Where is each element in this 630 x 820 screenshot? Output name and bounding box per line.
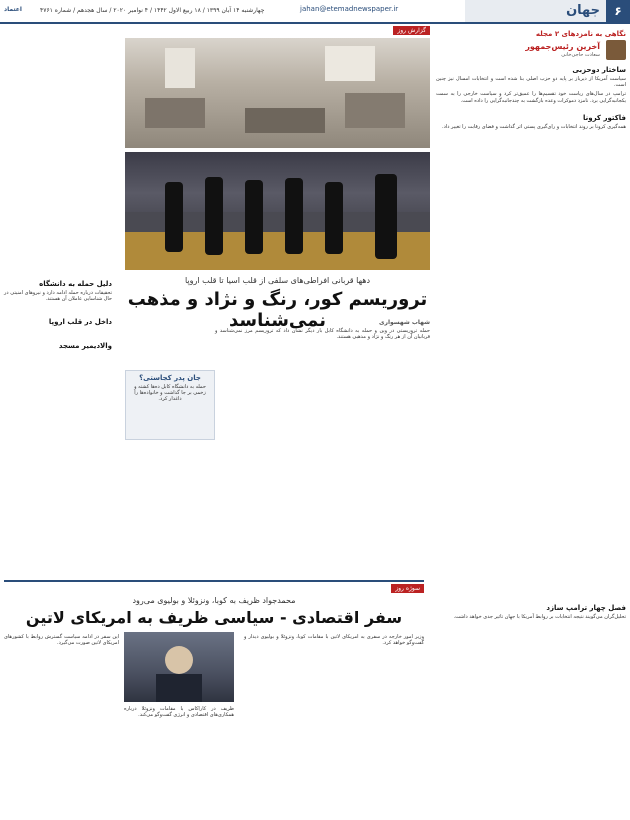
section-email[interactable]: jahan@etemadnewspaper.ir <box>300 5 399 13</box>
page-header <box>0 0 630 24</box>
feature-body: حمله تروریستی در وین و حمله به دانشگاه کابل بار دیگر نشان داد که تروریسم مرز نمی‌شناسد و قربانیان آن از هر رنگ و نژاد و مذهبی هستند. <box>215 328 430 341</box>
right-column <box>436 28 626 808</box>
portrait-photo <box>124 632 234 702</box>
right-kicker: نگاهی به نامزدهای ۲ مجله <box>535 30 626 38</box>
right-byline: سعادت حاجی‌خانی <box>561 52 600 58</box>
right-body-2: همه‌گیری کرونا بر روند انتخابات و رای‌گیری پستی اثر گذاشت و فضای رقابت را تغییر داد. <box>441 123 626 130</box>
feature-photo-bottom <box>125 152 430 270</box>
right-body-3: تحلیل‌گران می‌گویند نتیجه انتخابات بر روابط آمریکا با جهان تاثیر جدی خواهد داشت. <box>453 614 626 620</box>
left-subhead-2: داخل در قلب اروپا <box>48 318 112 327</box>
author-photo <box>606 40 626 60</box>
rubble-photo <box>125 38 430 148</box>
left-body: تحقیقات درباره حمله ادامه دارد و نیروهای امنیتی در حال شناسایی عاملان آن هستند. <box>4 290 112 303</box>
right-lead: سیاست آمریکا از دیرباز بر پایه دو حزب اصلی بنا شده است و انتخابات امسال نیز چنین است. <box>436 76 626 89</box>
bottom-body-c: ظریف در کاراکاس با مقامات ونزوئلا درباره همکاری‌های اقتصادی و انرژی گفت‌وگو می‌کند. <box>124 706 234 719</box>
issue-date: چهارشنبه ۱۴ آبان ۱۳۹۹ / ۱۸ ربیع الاول ۱۴۴۲ / ۴ نوامبر ۲۰۲۰ / سال هجدهم / شماره ۴۷۶۱ <box>40 7 265 14</box>
bottom-headline: سفر اقتصادی - سیاسی ظریف به امریکای لاتین <box>25 608 403 627</box>
right-subhead-2: فاکتور کرونا <box>582 113 626 122</box>
bottom-kicker: محمدجواد ظریف به کوبا، ونزوئلا و بولیوی می‌رود <box>132 596 296 605</box>
right-subhead-3: فصل چهار ترامپ سازد <box>546 604 626 612</box>
bottom-section-tag: سوژه روز <box>391 584 424 593</box>
right-lower-column <box>436 600 626 620</box>
zarif-photo <box>124 632 234 702</box>
left-column <box>4 276 112 566</box>
bottom-story <box>4 580 424 810</box>
feature-kicker: دهها قربانی افراطی‌های سلفی از قلب اسیا تا قلب اروپا <box>184 276 371 285</box>
bottom-body-b: این سفر در ادامه سیاست گسترش روابط با کشورهای امریکای لاتین صورت می‌گیرد. <box>4 634 119 647</box>
section-title: جهان <box>566 3 600 18</box>
feature-headline: تروریسم کور، رنگ و نژاد و مذهب نمی‌شناسد <box>127 289 428 331</box>
feature-section-tag: گزارش روز <box>393 26 430 35</box>
newspaper-logo: اعتماد <box>4 6 22 13</box>
quote-title: جان پدر کجاستی؟ <box>139 374 201 382</box>
author-box <box>436 40 626 62</box>
quote-box <box>125 370 215 440</box>
left-subhead-3: والادیمیر مسجد <box>58 342 112 351</box>
feature-tag-bar <box>125 26 430 36</box>
right-subhead-1: ساختار دوحزبی <box>572 66 626 74</box>
bottom-body-a: وزیر امور خارجه در سفری به امریکای لاتین با مقامات کوبا، ونزوئلا و بولیوی دیدار و گفت‌وگو خواهد کرد. <box>244 634 424 647</box>
police-photo <box>125 152 430 270</box>
right-body-1: ترامپ در سال‌های ریاست خود تقسیم‌ها را عمیق‌تر کرد و سیاست خارجی را به سمت یکجانبه‌گرایی برد. نامزد دموکرات وعده بازگشت به چندجانبه‌گرایی را داده است. <box>436 91 626 104</box>
left-subhead-1: دلیل حمله به دانشگاه <box>39 280 112 288</box>
page-number: ۶ <box>606 0 630 22</box>
quote-text: حمله به دانشگاه کابل ده‌ها کشته و زخمی بر جا گذاشت و خانواده‌ها را داغدار کرد. <box>134 384 206 403</box>
feature-photo-top <box>125 38 430 148</box>
right-headline: آخرین رئیس‌جمهور <box>525 42 600 51</box>
feature-body-column <box>215 316 430 561</box>
feature-byline: شهاب شهسواری <box>379 319 430 326</box>
